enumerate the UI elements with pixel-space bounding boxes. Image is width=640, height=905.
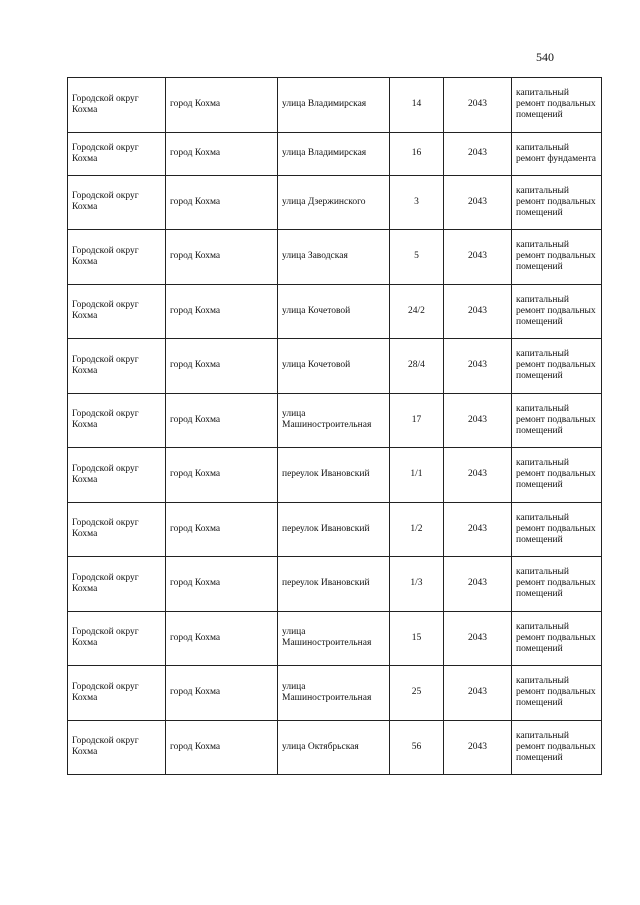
okrug-cell: Городской округ Кохма	[68, 611, 166, 666]
city-cell: город Кохма	[166, 284, 278, 339]
street-cell: переулок Ивановский	[278, 448, 390, 503]
city-cell: город Кохма	[166, 78, 278, 133]
okrug-cell: Городской округ Кохма	[68, 175, 166, 230]
city-cell: город Кохма	[166, 666, 278, 721]
street-cell: улица Дзержинского	[278, 175, 390, 230]
work-type-cell: капитальный ремонт подвальных помещений	[512, 78, 602, 133]
table-row	[68, 557, 602, 612]
city-cell: город Кохма	[166, 393, 278, 448]
house-cell: 1/3	[390, 557, 444, 612]
okrug-cell: Городской округ Кохма	[68, 78, 166, 133]
work-type-cell: капитальный ремонт фундамента	[512, 132, 602, 175]
okrug-cell: Городской округ Кохма	[68, 502, 166, 557]
table-row	[68, 284, 602, 339]
city-cell: город Кохма	[166, 132, 278, 175]
work-type-cell: капитальный ремонт подвальных помещений	[512, 557, 602, 612]
house-cell: 24/2	[390, 284, 444, 339]
table-row	[68, 720, 602, 775]
year-cell: 2043	[444, 284, 512, 339]
year-cell: 2043	[444, 339, 512, 394]
work-type-cell: капитальный ремонт подвальных помещений	[512, 611, 602, 666]
okrug-cell: Городской округ Кохма	[68, 230, 166, 285]
city-cell: город Кохма	[166, 502, 278, 557]
okrug-cell: Городской округ Кохма	[68, 720, 166, 775]
city-cell: город Кохма	[166, 175, 278, 230]
house-cell: 17	[390, 393, 444, 448]
table-row	[68, 448, 602, 503]
year-cell: 2043	[444, 666, 512, 721]
house-cell: 28/4	[390, 339, 444, 394]
house-cell: 5	[390, 230, 444, 285]
year-cell: 2043	[444, 132, 512, 175]
house-cell: 25	[390, 666, 444, 721]
okrug-cell: Городской округ Кохма	[68, 448, 166, 503]
table-row	[68, 78, 602, 133]
street-cell: переулок Ивановский	[278, 502, 390, 557]
house-cell: 16	[390, 132, 444, 175]
house-cell: 1/1	[390, 448, 444, 503]
street-cell: улица Заводская	[278, 230, 390, 285]
table-row	[68, 666, 602, 721]
city-cell: город Кохма	[166, 611, 278, 666]
okrug-cell: Городской округ Кохма	[68, 339, 166, 394]
house-cell: 14	[390, 78, 444, 133]
street-cell: улица Кочетовой	[278, 339, 390, 394]
okrug-cell: Городской округ Кохма	[68, 284, 166, 339]
year-cell: 2043	[444, 611, 512, 666]
street-cell: улица Владимирская	[278, 78, 390, 133]
table-row	[68, 339, 602, 394]
year-cell: 2043	[444, 175, 512, 230]
okrug-cell: Городской округ Кохма	[68, 393, 166, 448]
house-cell: 56	[390, 720, 444, 775]
street-cell: переулок Ивановский	[278, 557, 390, 612]
year-cell: 2043	[444, 78, 512, 133]
table-row	[68, 502, 602, 557]
city-cell: город Кохма	[166, 720, 278, 775]
year-cell: 2043	[444, 230, 512, 285]
work-type-cell: капитальный ремонт подвальных помещений	[512, 175, 602, 230]
okrug-cell: Городской округ Кохма	[68, 666, 166, 721]
work-type-cell: капитальный ремонт подвальных помещений	[512, 720, 602, 775]
house-cell: 1/2	[390, 502, 444, 557]
table-row	[68, 611, 602, 666]
table-row	[68, 393, 602, 448]
year-cell: 2043	[444, 393, 512, 448]
work-type-cell: капитальный ремонт подвальных помещений	[512, 230, 602, 285]
city-cell: город Кохма	[166, 339, 278, 394]
house-cell: 3	[390, 175, 444, 230]
year-cell: 2043	[444, 448, 512, 503]
street-cell: улица Машиностроительная	[278, 393, 390, 448]
city-cell: город Кохма	[166, 448, 278, 503]
okrug-cell: Городской округ Кохма	[68, 132, 166, 175]
street-cell: улица Кочетовой	[278, 284, 390, 339]
work-type-cell: капитальный ремонт подвальных помещений	[512, 284, 602, 339]
year-cell: 2043	[444, 557, 512, 612]
work-type-cell: капитальный ремонт подвальных помещений	[512, 666, 602, 721]
work-type-cell: капитальный ремонт подвальных помещений	[512, 339, 602, 394]
registry-table	[67, 77, 602, 775]
year-cell: 2043	[444, 720, 512, 775]
city-cell: город Кохма	[166, 230, 278, 285]
street-cell: улица Машиностроительная	[278, 611, 390, 666]
okrug-cell: Городской округ Кохма	[68, 557, 166, 612]
work-type-cell: капитальный ремонт подвальных помещений	[512, 502, 602, 557]
registry-table-body	[68, 78, 602, 775]
table-row	[68, 230, 602, 285]
street-cell: улица Машиностроительная	[278, 666, 390, 721]
work-type-cell: капитальный ремонт подвальных помещений	[512, 448, 602, 503]
table-row	[68, 132, 602, 175]
year-cell: 2043	[444, 502, 512, 557]
street-cell: улица Октябрьская	[278, 720, 390, 775]
page-number: 540	[536, 50, 554, 64]
street-cell: улица Владимирская	[278, 132, 390, 175]
house-cell: 15	[390, 611, 444, 666]
table-row	[68, 175, 602, 230]
city-cell: город Кохма	[166, 557, 278, 612]
work-type-cell: капитальный ремонт подвальных помещений	[512, 393, 602, 448]
